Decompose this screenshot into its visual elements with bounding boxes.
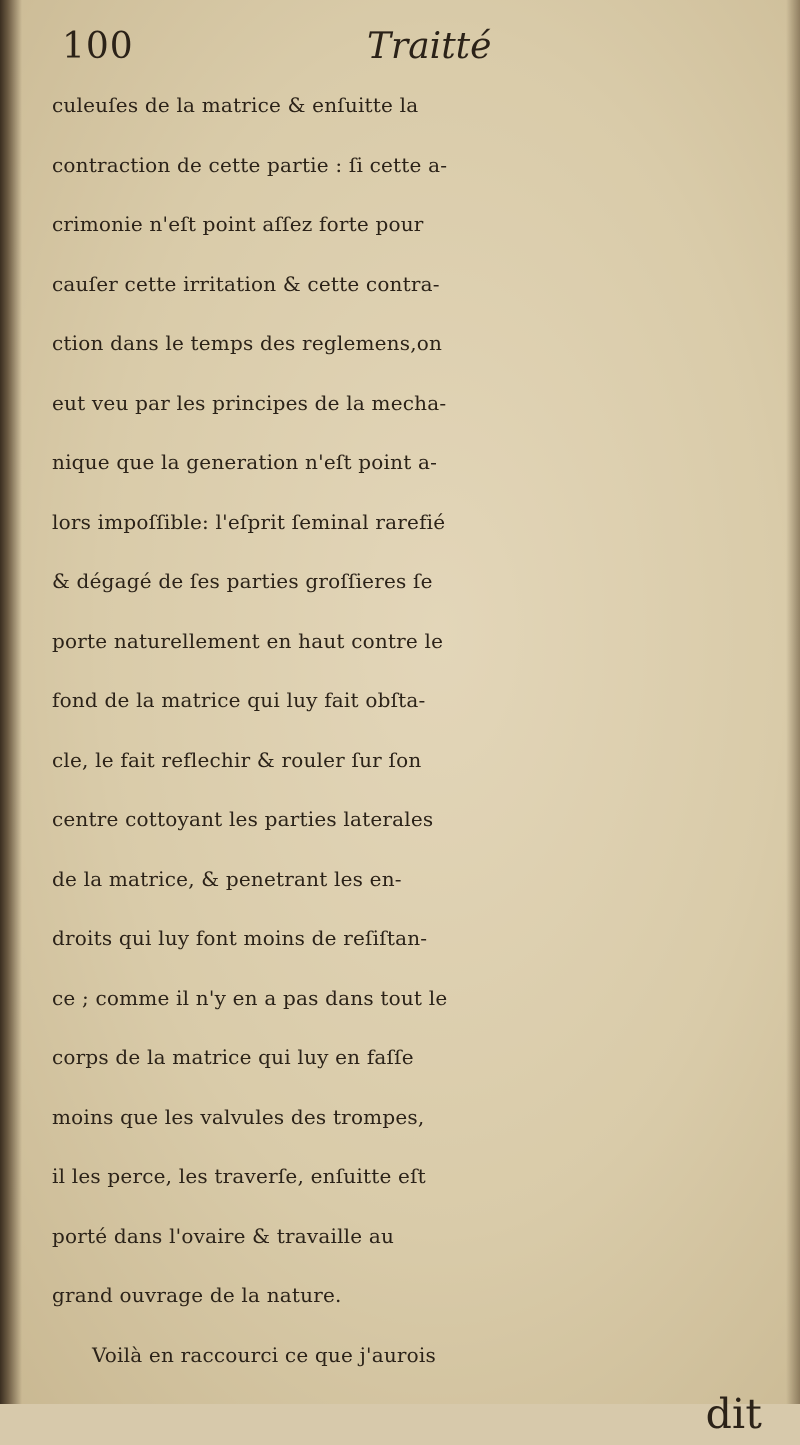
text-line: Voilà en raccourci ce que j'aurois: [92, 1342, 436, 1367]
text-line: cauſer cette irritation & cette contra-: [52, 271, 440, 296]
running-head: Traitté: [367, 26, 492, 67]
text-line: porté dans l'ovaire & travaille au: [52, 1223, 395, 1248]
page-number: 100: [62, 26, 134, 67]
text-line: eut veu par les principes de la mecha-: [52, 390, 447, 415]
text-line: & dégagé de ſes parties groſſieres ſe: [52, 569, 433, 593]
gutter-shadow: [0, 0, 22, 1404]
text-line: cle, le fait reflechir & rouler ſur ſon: [52, 747, 422, 772]
text-line: droits qui luy font moins de reſiſtan-: [52, 926, 428, 950]
text-line: porte naturellement en haut contre le: [52, 628, 444, 653]
text-line: culeuſes de la matrice & enſuitte la: [52, 93, 419, 117]
text-line: corps de la matrice qui luy en faſſe: [52, 1045, 414, 1069]
text-line: ction dans le temps des reglemens,on: [52, 331, 443, 355]
text-line: il les perce, les traverſe, enſuitte eſt: [52, 1164, 426, 1188]
text-line: nique que la generation n'eſt point a-: [52, 450, 438, 474]
text-line: centre cottoyant les parties laterales: [52, 807, 434, 831]
text-line: contraction de cette partie : ſi cette a-: [52, 152, 448, 177]
text-line: lors impoſſible: l'eſprit ſeminal rarefié: [52, 509, 446, 534]
catchword: dit: [705, 1390, 762, 1438]
text-line: moins que les valvules des trompes,: [52, 1104, 425, 1129]
page-header: [62, 22, 762, 72]
text-line: crimonie n'eſt point aſſez forte pour: [52, 212, 424, 236]
page-edge-shadow: [786, 0, 800, 1404]
text-line: ce ; comme il n'y en a pas dans tout le: [52, 985, 448, 1010]
body-text: [52, 76, 772, 1445]
text-line: grand ouvrage de la nature.: [52, 1283, 342, 1307]
text-line: de la matrice, & penetrant les en-: [52, 866, 402, 891]
text-line: fond de la matrice qui luy fait obſta-: [52, 688, 426, 712]
